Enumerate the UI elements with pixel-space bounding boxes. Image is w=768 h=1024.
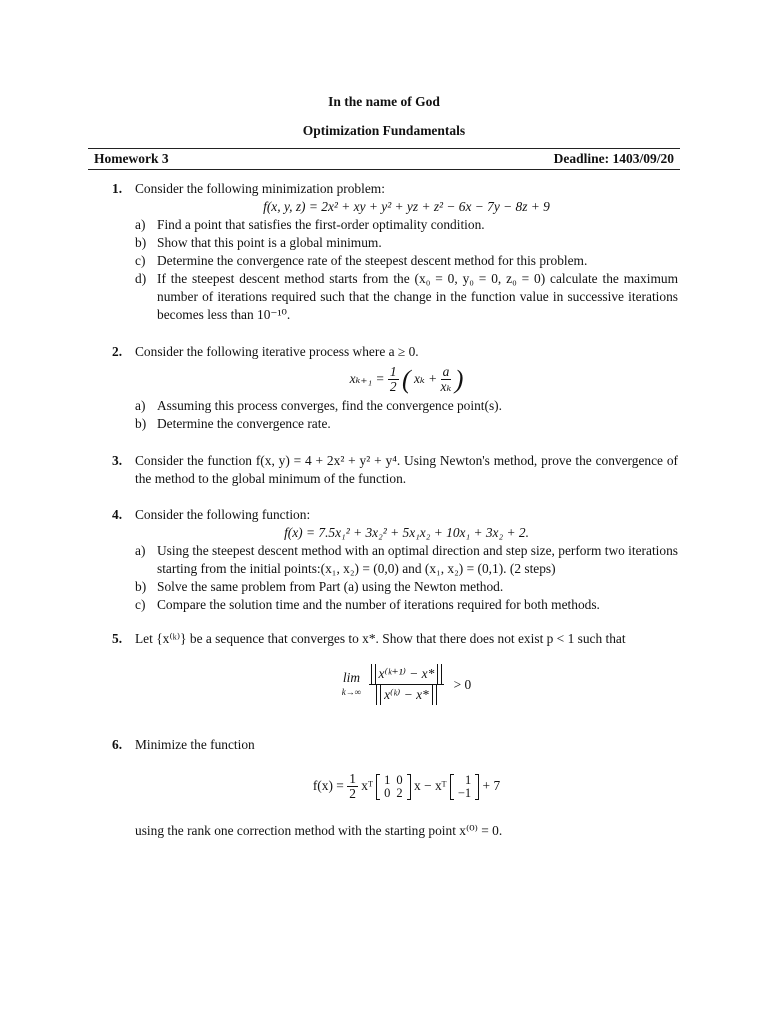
heading-line-1: In the name of God: [328, 94, 440, 109]
norm-bars: [376, 685, 437, 705]
deadline: Deadline: 1403/09/20: [553, 151, 674, 166]
fraction-numerator: 1: [389, 364, 397, 380]
item-text: Determine the convergence rate.: [157, 416, 331, 431]
half-fraction: [388, 365, 399, 394]
item-text: Solve the same problem from Part (a) using the Newton method.: [157, 579, 504, 594]
question-4-item-b: [135, 578, 678, 596]
matrix-cell: 1: [464, 772, 472, 787]
question-4-equation: f(x) = 7.5x₁² + 3x₂² + 5x₁x₂ + 10x₁ + 3x₂ + 2.: [284, 525, 529, 540]
question-2-number: 2.: [112, 344, 123, 359]
item-text: Compare the solution time and the number of iterations required for both methods.: [157, 597, 600, 612]
denominator-text: x⁽ᵏ⁾ − x*: [380, 685, 433, 705]
matrix-cell: 0: [384, 785, 391, 800]
fx-lhs: f(x) =: [312, 778, 344, 793]
question-6-outro: using the rank one correction method with the starting point x⁽⁰⁾ = 0.: [135, 823, 503, 838]
half-fraction: [347, 772, 358, 801]
item-label: c): [135, 253, 146, 268]
fraction-denominator: xₖ: [440, 379, 452, 395]
equation-lhs: xₖ₊₁ =: [349, 371, 385, 386]
right-paren: ): [454, 364, 464, 394]
question-4-item-c: [135, 596, 678, 614]
question-6-number: 6.: [112, 737, 123, 752]
item-text: Using the steepest descent method with an optimal direction and step size, perform two iterations starting from the initial points:(x₁, x₂) = (0,0) and (x₁, x₂) = (0,1). (2 steps): [157, 543, 678, 576]
item-label: b): [135, 416, 147, 431]
item-label: c): [135, 597, 146, 612]
question-1-item-a: [135, 216, 678, 234]
question-6-equation: [135, 766, 678, 806]
fraction-denominator: [369, 685, 445, 705]
item-label: b): [135, 579, 147, 594]
vector-b: [450, 774, 479, 800]
constant-term: + 7: [482, 778, 501, 793]
question-4-item-a: [135, 542, 678, 576]
item-label: a): [135, 543, 146, 558]
matrix-cell: 1: [384, 772, 391, 787]
question-1-item-b: [135, 234, 678, 252]
norm-ratio-fraction: [369, 664, 445, 705]
question-2-item-b: [135, 415, 678, 433]
matrix-cell: −1: [457, 785, 472, 800]
linear-term-prefix: x − xᵀ: [414, 778, 447, 793]
homework-header-bar: [88, 148, 680, 170]
question-3-text: Consider the function f(x, y) = 4 + 2x² + y² + y⁴. Using Newton's method, prove the convergence of the method to the global minimum of the function.: [135, 453, 678, 486]
question-2-item-a: [135, 397, 678, 415]
question-1-item-c: [135, 252, 678, 270]
lim-subscript: k→∞: [341, 686, 362, 697]
lim-text: lim: [342, 669, 361, 685]
norm-bars: [371, 664, 443, 684]
fraction-denominator: 2: [349, 786, 356, 802]
item-text: If the steepest descent method starts from the (x₀ = 0, y₀ = 0, z₀ = 0) calculate the maximum number of iterations required such that the change in the function value in successive iterations becomes less than 10⁻¹⁰.: [157, 271, 678, 322]
question-6-intro: Minimize the function: [135, 737, 255, 752]
inner-term: xₖ +: [413, 371, 438, 386]
question-5-limit-expression: [135, 664, 678, 714]
fraction-numerator: [369, 664, 445, 685]
question-2-intro: Consider the following iterative process where a ≥ 0.: [135, 344, 419, 359]
item-text: Find a point that satisfies the first-order optimality condition.: [157, 217, 485, 232]
item-label: a): [135, 217, 146, 232]
fraction-denominator: 2: [389, 379, 397, 395]
question-1-equation: f(x, y, z) = 2x² + xy + y² + yz + z² − 6x − 7y − 8z + 9: [263, 199, 550, 214]
item-text: Show that this point is a global minimum.: [157, 235, 382, 250]
fraction-numerator: a: [441, 365, 452, 380]
question-5-text: Let {x⁽ᵏ⁾} be a sequence that converges to x*. Show that there does not exist p < 1 such that: [135, 631, 626, 646]
course-title: Optimization Fundamentals: [302, 123, 466, 138]
matrix-cell: 2: [396, 785, 403, 800]
matrix-q: [376, 774, 411, 800]
question-2-equation: [135, 361, 678, 397]
inequality-rhs: > 0: [453, 676, 472, 692]
item-label: d): [135, 271, 147, 286]
limit-operator: [342, 671, 361, 699]
question-5-number: 5.: [112, 631, 123, 646]
question-1-number: 1.: [112, 181, 123, 196]
item-label: b): [135, 235, 147, 250]
left-paren: (: [401, 364, 411, 394]
question-1-intro: Consider the following minimization problem:: [135, 181, 385, 196]
homework-number: Homework 3: [94, 151, 169, 166]
a-over-x-fraction: [441, 365, 452, 394]
item-label: a): [135, 398, 146, 413]
item-text: Determine the convergence rate of the steepest descent method for this problem.: [157, 253, 588, 268]
fraction-numerator: 1: [349, 771, 356, 787]
matrix-cell: 0: [396, 772, 403, 787]
item-text: Assuming this process converges, find the convergence point(s).: [157, 398, 502, 413]
question-1-item-d: [135, 270, 678, 322]
numerator-text: x⁽ᵏ⁺¹⁾ − x*: [375, 664, 439, 684]
x-transpose: xᵀ: [361, 778, 373, 793]
question-3-number: 3.: [112, 453, 123, 468]
question-4-intro: Consider the following function:: [135, 507, 311, 522]
question-4-number: 4.: [112, 507, 123, 522]
